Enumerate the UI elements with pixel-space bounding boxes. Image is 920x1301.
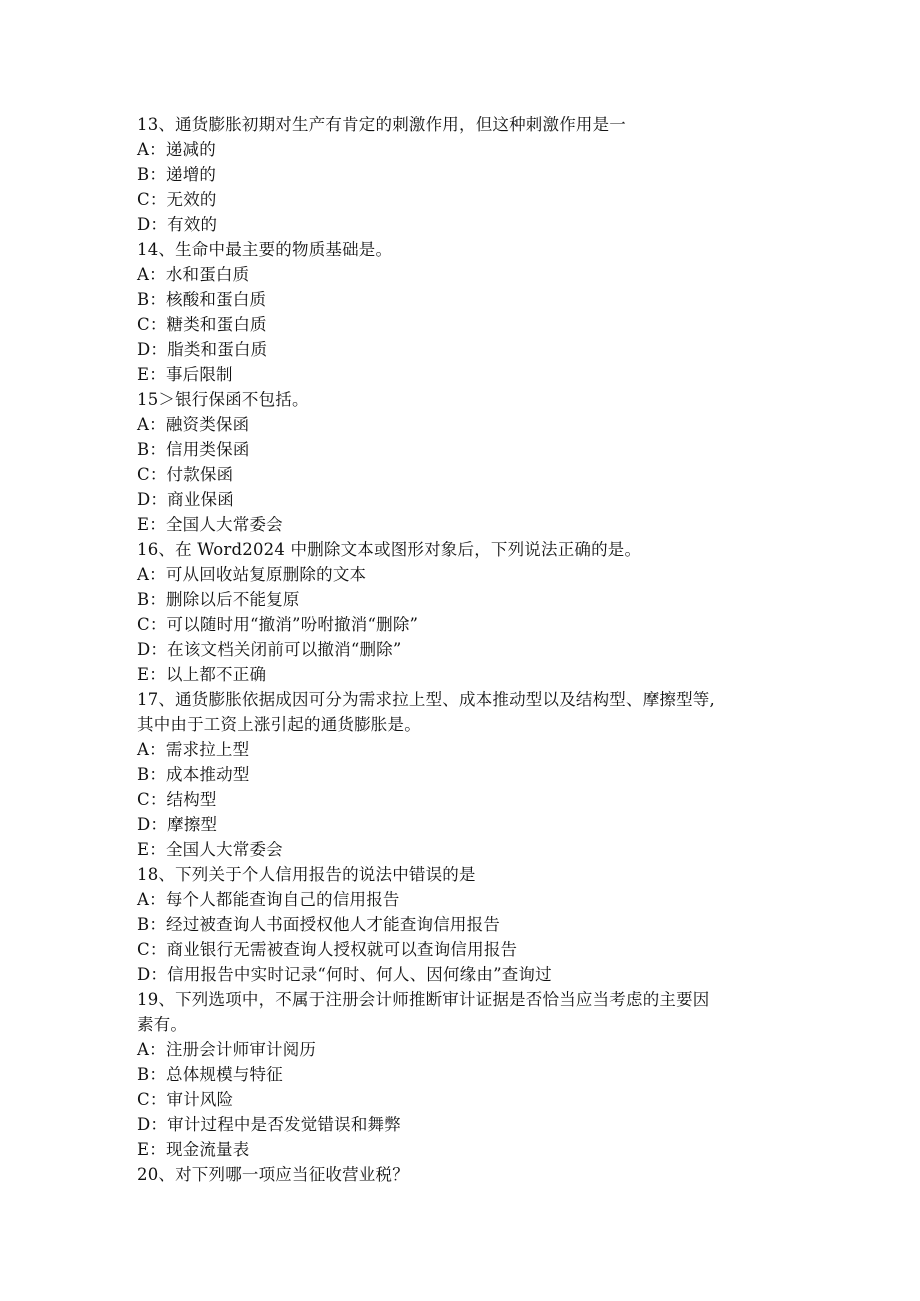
question-stem: 15＞银行保函不包括。 bbox=[137, 390, 309, 409]
option-a: A：融资类保函 bbox=[137, 415, 250, 434]
document-page bbox=[137, 112, 777, 1187]
option-b: B：递增的 bbox=[137, 165, 217, 184]
question-18 bbox=[137, 862, 777, 987]
question-19 bbox=[137, 987, 777, 1162]
option-c: C：无效的 bbox=[137, 190, 217, 209]
option-d: D：有效的 bbox=[137, 215, 218, 234]
option-d: D：摩擦型 bbox=[137, 815, 218, 834]
option-d: D：脂类和蛋白质 bbox=[137, 340, 268, 359]
option-a: A：可从回收站复原删除的文本 bbox=[137, 565, 367, 584]
option-c: C：可以随时用“撤消”吩咐撤消“删除” bbox=[137, 615, 419, 634]
question-stem: 13、通货膨胀初期对生产有肯定的刺激作用，但这种刺激作用是一 bbox=[137, 115, 626, 134]
question-stem-continued: 素有。 bbox=[137, 1015, 188, 1034]
option-b: B：核酸和蛋白质 bbox=[137, 290, 267, 309]
option-a: A：需求拉上型 bbox=[137, 740, 250, 759]
option-b: B：总体规模与特征 bbox=[137, 1065, 283, 1084]
option-e: E：现金流量表 bbox=[137, 1140, 250, 1159]
question-13 bbox=[137, 112, 777, 237]
option-b: B：删除以后不能复原 bbox=[137, 590, 300, 609]
option-c: C：付款保函 bbox=[137, 465, 234, 484]
option-a: A：水和蛋白质 bbox=[137, 265, 250, 284]
option-c: C：审计风险 bbox=[137, 1090, 234, 1109]
option-c: C：商业银行无需被查询人授权就可以查询信用报告 bbox=[137, 940, 518, 959]
option-b: B：成本推动型 bbox=[137, 765, 250, 784]
question-stem: 16、在 Word2024 中删除文本或图形对象后，下列说法正确的是。 bbox=[137, 540, 642, 559]
question-16 bbox=[137, 537, 777, 687]
question-stem: 18、下列关于个人信用报告的说法中错误的是 bbox=[137, 865, 476, 884]
option-d: D：审计过程中是否发觉错误和舞弊 bbox=[137, 1115, 401, 1134]
question-17 bbox=[137, 687, 777, 862]
option-e: E：以上都不正确 bbox=[137, 665, 267, 684]
option-a: A：递减的 bbox=[137, 140, 216, 159]
question-15 bbox=[137, 387, 777, 537]
option-e: E：事后限制 bbox=[137, 365, 233, 384]
option-d: D：信用报告中实时记录“何时、何人、因何缘由”查询过 bbox=[137, 965, 552, 984]
option-d: D：商业保函 bbox=[137, 490, 234, 509]
option-b: B：信用类保函 bbox=[137, 440, 250, 459]
option-b: B：经过被查询人书面授权他人才能查询信用报告 bbox=[137, 915, 501, 934]
question-stem: 14、生命中最主要的物质基础是。 bbox=[137, 240, 393, 259]
question-stem-continued: 其中由于工资上涨引起的通货膨胀是。 bbox=[137, 715, 421, 734]
question-14 bbox=[137, 237, 777, 387]
question-stem: 20、对下列哪一项应当征收营业税？ bbox=[137, 1165, 409, 1184]
option-a: A：注册会计师审计阅历 bbox=[137, 1040, 317, 1059]
question-20 bbox=[137, 1162, 777, 1187]
option-e: E：全国人大常委会 bbox=[137, 515, 283, 534]
option-d: D：在该文档关闭前可以撤消“删除” bbox=[137, 640, 402, 659]
option-e: E：全国人大常委会 bbox=[137, 840, 283, 859]
option-c: C：糖类和蛋白质 bbox=[137, 315, 267, 334]
option-a: A：每个人都能查询自己的信用报告 bbox=[137, 890, 400, 909]
question-stem: 19、下列选项中，不属于注册会计师推断审计证据是否恰当应当考虑的主要因 bbox=[137, 990, 710, 1009]
question-stem: 17、通货膨胀依据成因可分为需求拉上型、成本推动型以及结构型、摩擦型等, bbox=[137, 690, 715, 709]
option-c: C：结构型 bbox=[137, 790, 217, 809]
